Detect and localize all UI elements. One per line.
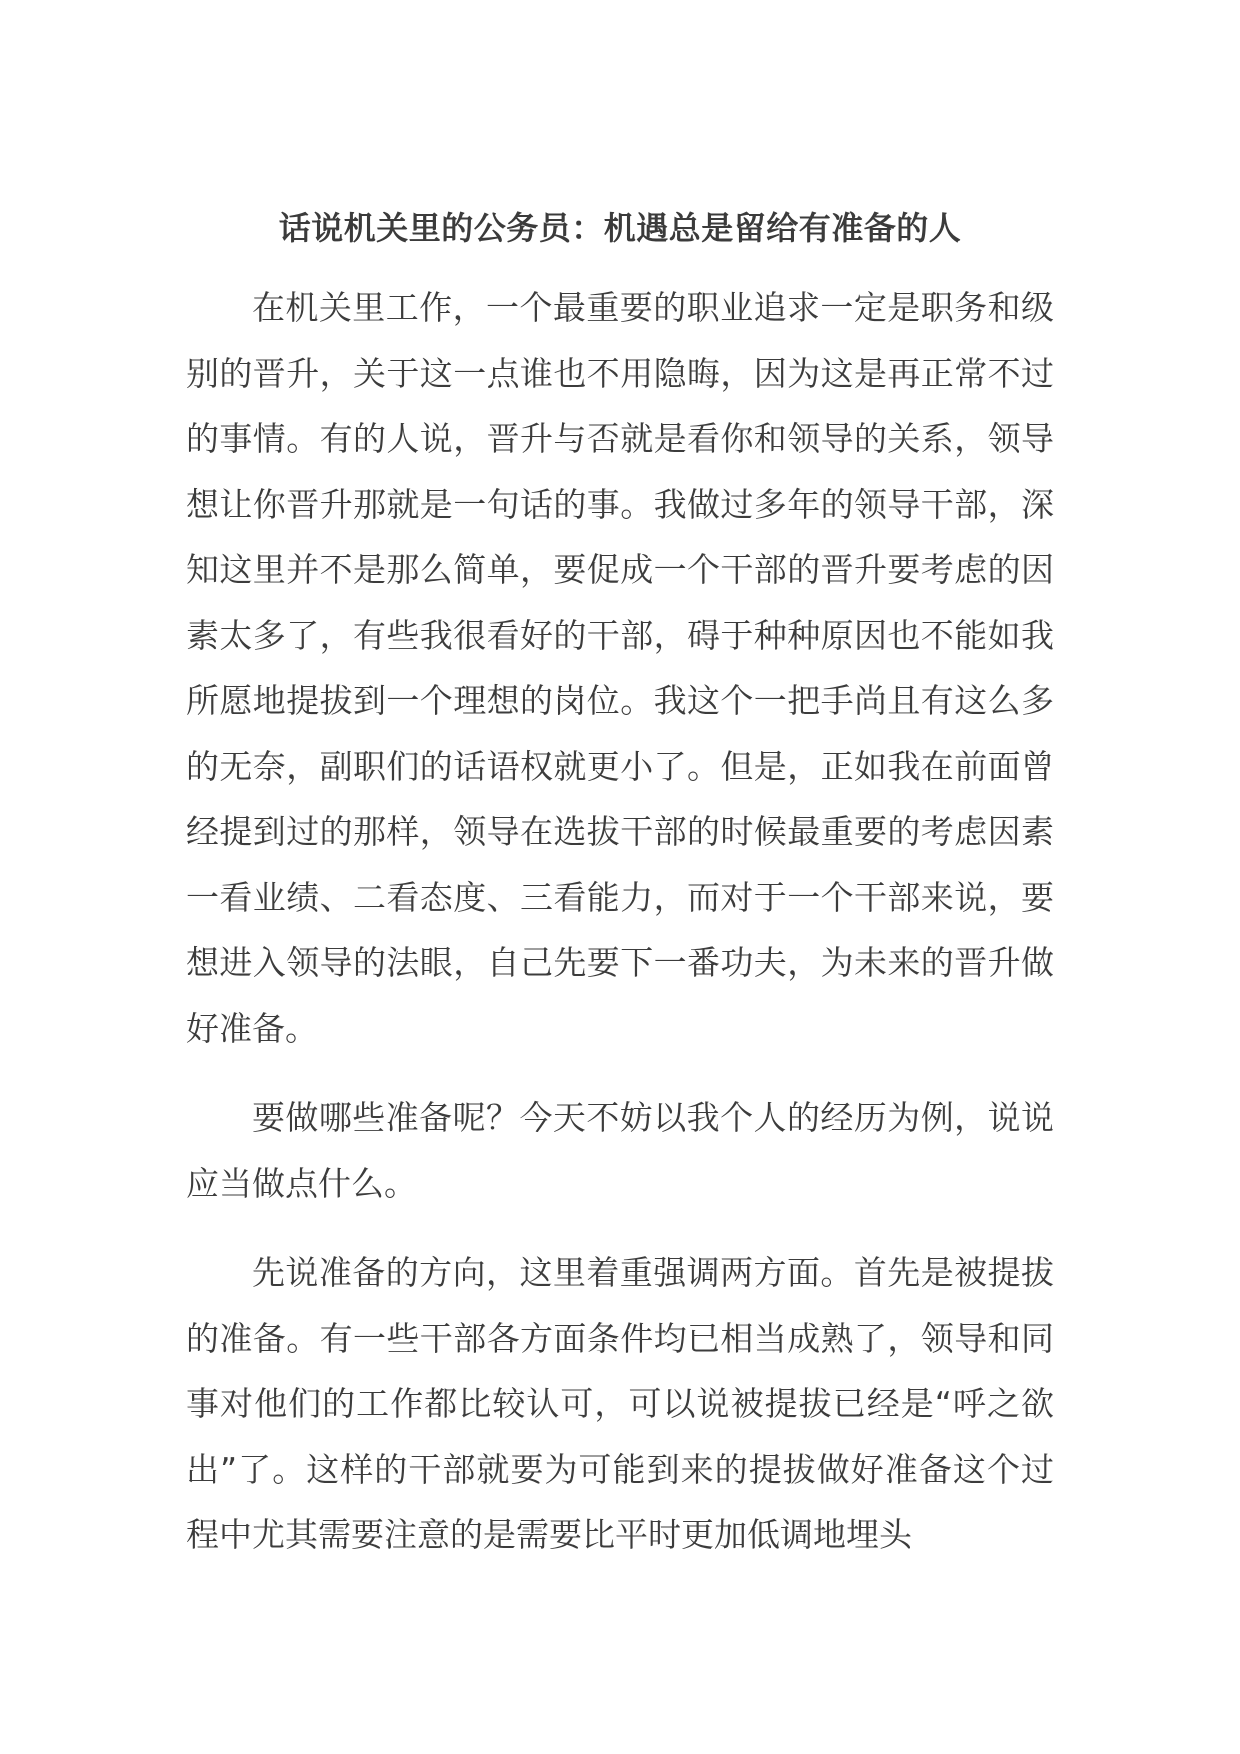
document-title: 话说机关里的公务员：机遇总是留给有准备的人 <box>278 209 962 247</box>
document-body <box>186 275 1054 1592</box>
paragraph: 在机关里工作，一个最重要的职业追求一定是职务和级别的晋升，关于这一点谁也不用隐晦，因为这是再正常不过的事情。有的人说，晋升与否就是看你和领导的关系，领导想让你晋升那就是一句话的事。我做过多年的领导干部，深知这里并不是那么简单，要促成一个干部的晋升要考虑的因素太多了，有些我很看好的干部，碍于种种原因也不能如我所愿地提拔到一个理想的岗位。我这个一把手尚且有这么多的无奈，副职们的话语权就更小了。但是，正如我在前面曾经提到过的那样，领导在选拔干部的时候最重要的考虑因素一看业绩、二看态度、三看能力，而对于一个干部来说，要想进入领导的法眼，自己先要下一番功夫，为未来的晋升做好准备。 <box>186 288 1054 1048</box>
paragraph: 要做哪些准备呢？今天不妨以我个人的经历为例，说说应当做点什么。 <box>186 1098 1054 1203</box>
paragraph: 先说准备的方向，这里着重强调两方面。首先是被提拔的准备。有一些干部各方面条件均已相当成熟了，领导和同事对他们的工作都比较认可，可以说被提拔已经是“呼之欲出”了。这样的干部就要为可能到来的提拔做好准备这个过程中尤其需要注意的是需要比平时更加低调地埋头 <box>186 1253 1054 1554</box>
